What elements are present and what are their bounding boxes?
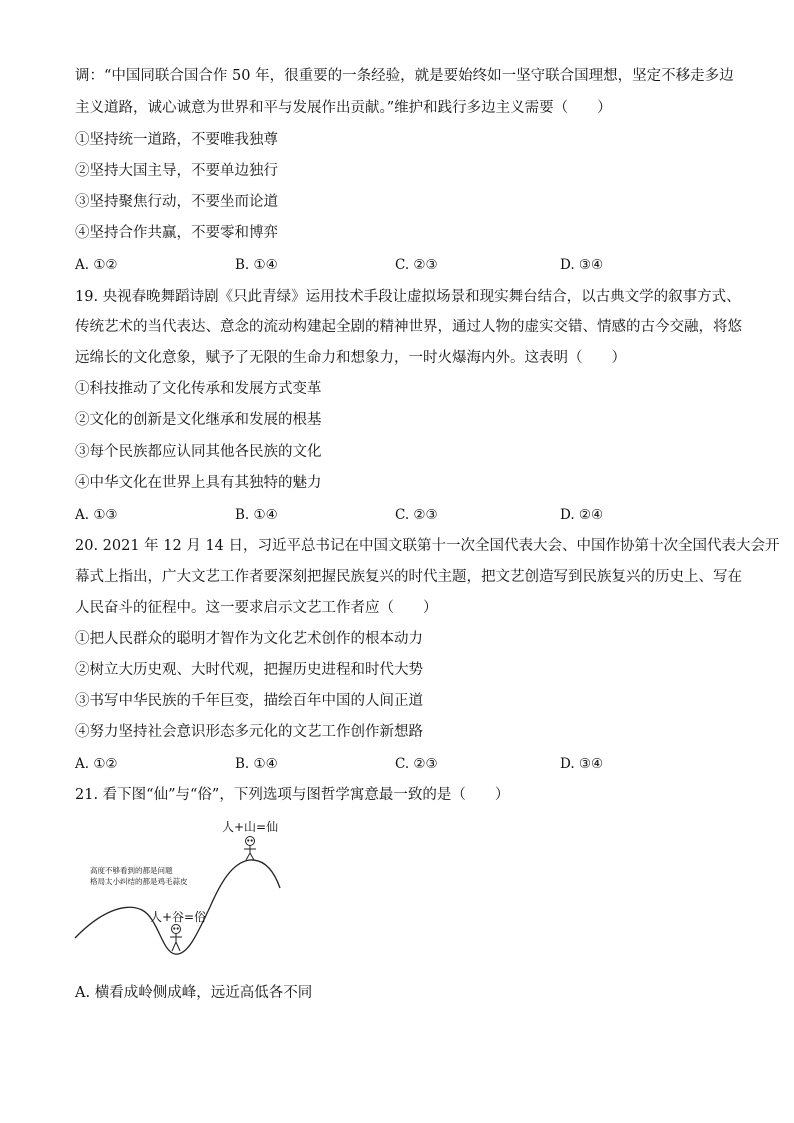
q18-option-b[interactable]: B. ①④ (235, 257, 278, 273)
person-in-valley-icon (170, 925, 182, 952)
q20-option-d[interactable]: D. ③④ (560, 756, 604, 772)
q19-stem-line-2: 传统艺术的当代表达、意念的流动构建起全剧的精神世界，通过人物的虚实交错、情感的古今交融，将悠 (75, 319, 742, 335)
q20-statement-1: ①把人民群众的聪明才智作为文化艺术创作的根本动力 (75, 631, 423, 647)
q18-options (75, 255, 715, 275)
q19-stem-line-3: 远绵长的文化意象，赋予了无限的生命力和想象力，一时火爆海内外。这表明（ ） (75, 350, 626, 366)
q21-stem: 21. 看下图“仙”与“俗”，下列选项与图哲学寓意最一致的是（ ） (75, 787, 510, 803)
q18-stem-line-2: 主义道路，诚心诚意为世界和平与发展作出贡献。”维护和践行多边主义需要（ ） (75, 100, 612, 116)
q20-option-a[interactable]: A. ①② (75, 756, 118, 772)
q21-option-a[interactable]: A. 横看成岭侧成峰，远近高低各不同 (75, 985, 313, 1001)
q19-option-c[interactable]: C. ②③ (395, 507, 438, 523)
q19-options (75, 505, 715, 525)
q18-statement-4: ④坚持合作共赢，不要零和博弈 (75, 225, 278, 241)
q20-option-c[interactable]: C. ②③ (395, 756, 438, 772)
q19-statement-1: ①科技推动了文化传承和发展方式变革 (75, 381, 322, 397)
q19-stem-line-1: 19. 央视春晚舞蹈诗剧《只此青绿》运用技术手段让虚拟场景和现实舞台结合，以古典文学的叙事方式、 (75, 289, 741, 305)
q19-option-d[interactable]: D. ②④ (560, 507, 604, 523)
q18-option-a[interactable]: A. ①② (75, 257, 118, 273)
caption-height: 高度不够看到的都是问题 (90, 866, 173, 875)
q20-statement-2: ②树立大历史观、大时代观，把握历史进程和时代大势 (75, 662, 423, 678)
mountain-valley-figure (70, 812, 290, 962)
q18-statement-2: ②坚持大国主导，不要单边独行 (75, 163, 278, 179)
q19-statement-4: ④中华文化在世界上具有其独特的魅力 (75, 475, 322, 491)
q20-statement-4: ④努力坚持社会意识形态多元化的文艺工作创作新想路 (75, 724, 423, 740)
vulgar-label: 人+谷=俗 (150, 910, 207, 924)
q19-statement-2: ②文化的创新是文化继承和发展的根基 (75, 412, 322, 428)
caption-pattern: 格局太小纠结的都是鸡毛蒜皮 (90, 877, 188, 886)
q20-stem-line-3: 人民奋斗的征程中。这一要求启示文艺工作者应（ ） (75, 600, 438, 616)
q18-statement-1: ①坚持统一道路，不要唯我独尊 (75, 132, 278, 148)
q18-statement-3: ③坚持聚焦行动，不要坐而论道 (75, 194, 278, 210)
immortal-label: 人+山=仙 (222, 820, 279, 834)
q18-stem-line-1: 调：“中国同联合国合作 50 年，很重要的一条经验，就是要始终如一坚守联合国理想，坚定不移走多边 (75, 68, 734, 84)
q20-options (75, 754, 715, 774)
q18-option-c[interactable]: C. ②③ (395, 257, 438, 273)
q20-stem-line-2: 幕式上指出，广大文艺工作者要深刻把握民族复兴的时代主题，把文艺创造写到民族复兴的历史上、写在 (75, 569, 742, 585)
person-on-peak-icon (244, 837, 256, 861)
q19-option-a[interactable]: A. ①③ (75, 507, 118, 523)
q20-statement-3: ③书写中华民族的千年巨变，描绘百年中国的人间正道 (75, 693, 423, 709)
q18-option-d[interactable]: D. ③④ (560, 257, 604, 273)
q19-statement-3: ③每个民族都应认同其他各民族的文化 (75, 444, 322, 460)
q19-option-b[interactable]: B. ①④ (235, 507, 278, 523)
q20-stem-line-1: 20. 2021 年 12 月 14 日，习近平总书记在中国文联第十一次全国代表大会、中国作协第十次全国代表大会开 (75, 538, 780, 554)
q20-option-b[interactable]: B. ①④ (235, 756, 278, 772)
